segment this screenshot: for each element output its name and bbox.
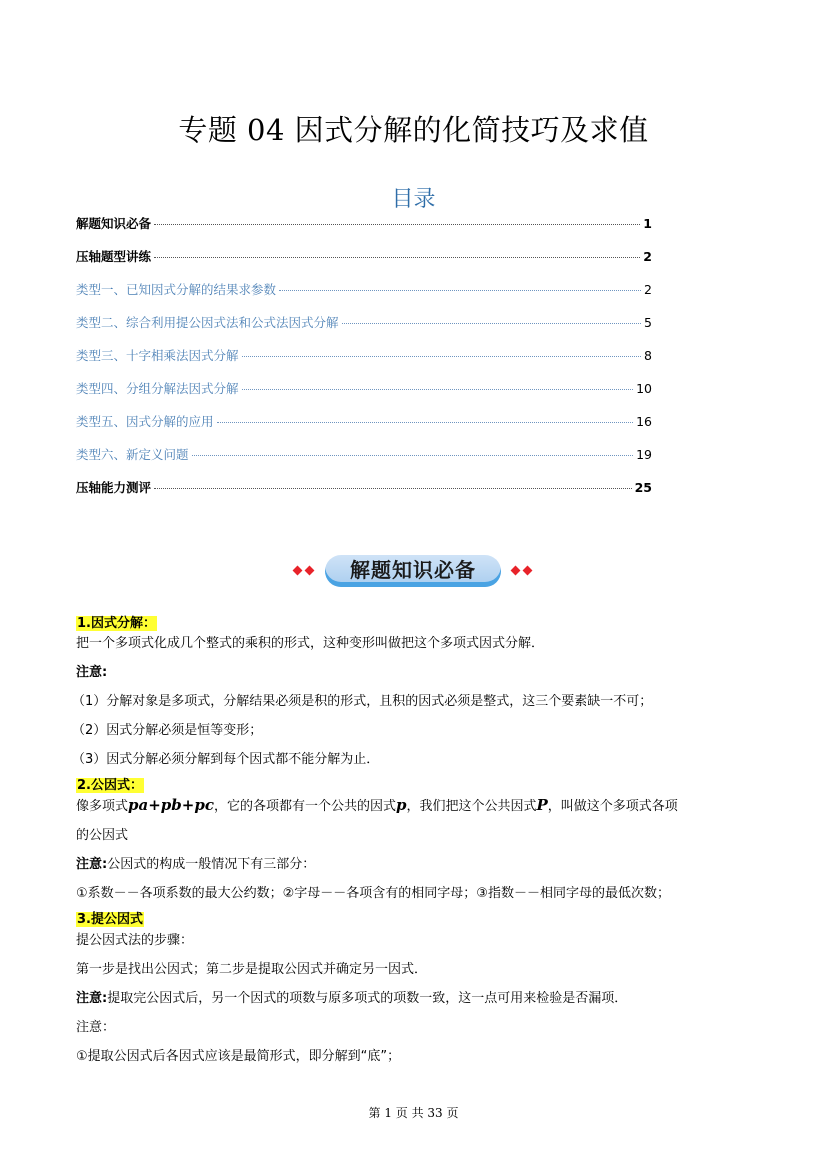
paragraph	[76, 853, 315, 872]
section-banner	[292, 553, 534, 591]
toc-entry-label: 类型四、分组分解法因式分解	[76, 381, 239, 396]
text-span: ，它的各项都有一个公共的因式	[213, 799, 396, 814]
paragraph: 把一个多项式化成几个整式的乘积的形式，这种变形叫做把这个多项式因式分解．	[76, 636, 545, 651]
toc-entry-label: 压轴能力测评	[76, 480, 152, 495]
toc-entry-page: 1	[643, 216, 652, 231]
toc-leader	[217, 422, 634, 423]
toc-entry-page: 16	[636, 414, 652, 429]
toc-entry[interactable]	[76, 412, 652, 445]
paragraph	[76, 987, 627, 1006]
text-span: 提取完公因式后，另一个因式的项数与原多项式的项数一致，这一点可用来检验是否漏项．	[107, 991, 628, 1006]
paragraph: （2）因式分解必须是恒等变形；	[72, 723, 263, 738]
paragraph: 的公因式	[76, 828, 129, 843]
note-label: 注意:	[76, 665, 108, 680]
banner-label: 解题知识必备	[350, 558, 476, 582]
toc-entry-label: 类型六、新定义问题	[76, 447, 189, 462]
section-heading: 3.提公因式	[77, 912, 143, 927]
toc-leader	[154, 488, 632, 489]
paragraph: 提公因式法的步骤：	[76, 933, 194, 948]
banner-pill	[325, 555, 501, 587]
paragraph: （3）因式分解必须分解到每个因式都不能分解为止．	[72, 752, 380, 767]
paragraph: ①提取公因式后各因式应该是最简形式，即分解到“底”；	[76, 1049, 401, 1064]
text-span: 公因式的构成一般情况下有三部分：	[107, 857, 316, 872]
toc-leader	[154, 224, 640, 225]
toc-entry-page: 8	[644, 348, 652, 363]
toc-entry-page: 5	[644, 315, 652, 330]
diamond-icon	[293, 566, 303, 576]
toc-entry[interactable]	[76, 247, 652, 280]
toc-leader	[342, 323, 642, 324]
toc-entry-page: 2	[643, 249, 652, 264]
text-span: 像多项式	[76, 799, 129, 814]
diamond-icon	[523, 566, 533, 576]
toc-entry[interactable]	[76, 478, 652, 511]
document-title: 专题 04 因式分解的化简技巧及求值	[178, 113, 649, 147]
math-variable: P	[536, 796, 548, 814]
page-footer: 第 1 页 共 33 页	[368, 1106, 459, 1120]
diamond-icon	[305, 566, 315, 576]
toc-leader	[242, 389, 634, 390]
section-heading: 2.公因式：	[77, 778, 143, 793]
paragraph: 第一步是找出公因式；第二步是提取公因式并确定另一因式．	[76, 962, 428, 977]
toc-entry-page: 10	[636, 381, 652, 396]
toc-entry[interactable]	[76, 313, 652, 346]
note-label: 注意:	[76, 991, 108, 1006]
toc-entry-page: 2	[644, 282, 652, 297]
toc-leader	[279, 290, 641, 291]
toc-entry-page: 19	[636, 447, 652, 462]
paragraph: （1）分解对象是多项式，分解结果必须是积的形式，且积的因式必须是整式，这三个要素缺一不可；	[72, 694, 653, 709]
toc-entry-label: 类型三、十字相乘法因式分解	[76, 348, 239, 363]
toc-leader	[192, 455, 634, 456]
math-variable: p	[395, 796, 407, 814]
paragraph	[76, 795, 678, 814]
toc-leader	[242, 356, 642, 357]
paragraph: 注意：	[76, 1020, 116, 1035]
toc-leader	[154, 257, 640, 258]
table-of-contents	[76, 214, 652, 511]
toc-entry[interactable]	[76, 379, 652, 412]
toc-entry-label: 类型一、已知因式分解的结果求参数	[76, 282, 277, 297]
toc-entry-page: 25	[634, 480, 652, 495]
toc-entry-label: 类型五、因式分解的应用	[76, 414, 214, 429]
diamond-icon	[511, 566, 521, 576]
math-expression: pa+pb+pc	[128, 796, 214, 814]
text-span: ，叫做这个多项式各项	[547, 799, 678, 814]
toc-entry[interactable]	[76, 214, 652, 247]
toc-entry-label: 解题知识必备	[76, 216, 152, 231]
toc-entry-label: 类型二、综合利用提公因式法和公式法因式分解	[76, 315, 339, 330]
paragraph: ①系数－－各项系数的最大公约数；②字母－－各项含有的相同字母；③指数－－相同字母的最低次数；	[76, 886, 670, 901]
toc-entry[interactable]	[76, 280, 652, 313]
toc-entry[interactable]	[76, 346, 652, 379]
toc-entry[interactable]	[76, 445, 652, 478]
toc-heading: 目录	[391, 187, 436, 212]
note-label: 注意:	[76, 857, 108, 872]
toc-entry-label: 压轴题型讲练	[76, 249, 152, 264]
section-heading: 1.因式分解：	[77, 616, 156, 631]
text-span: ，我们把这个公共因式	[406, 799, 537, 814]
